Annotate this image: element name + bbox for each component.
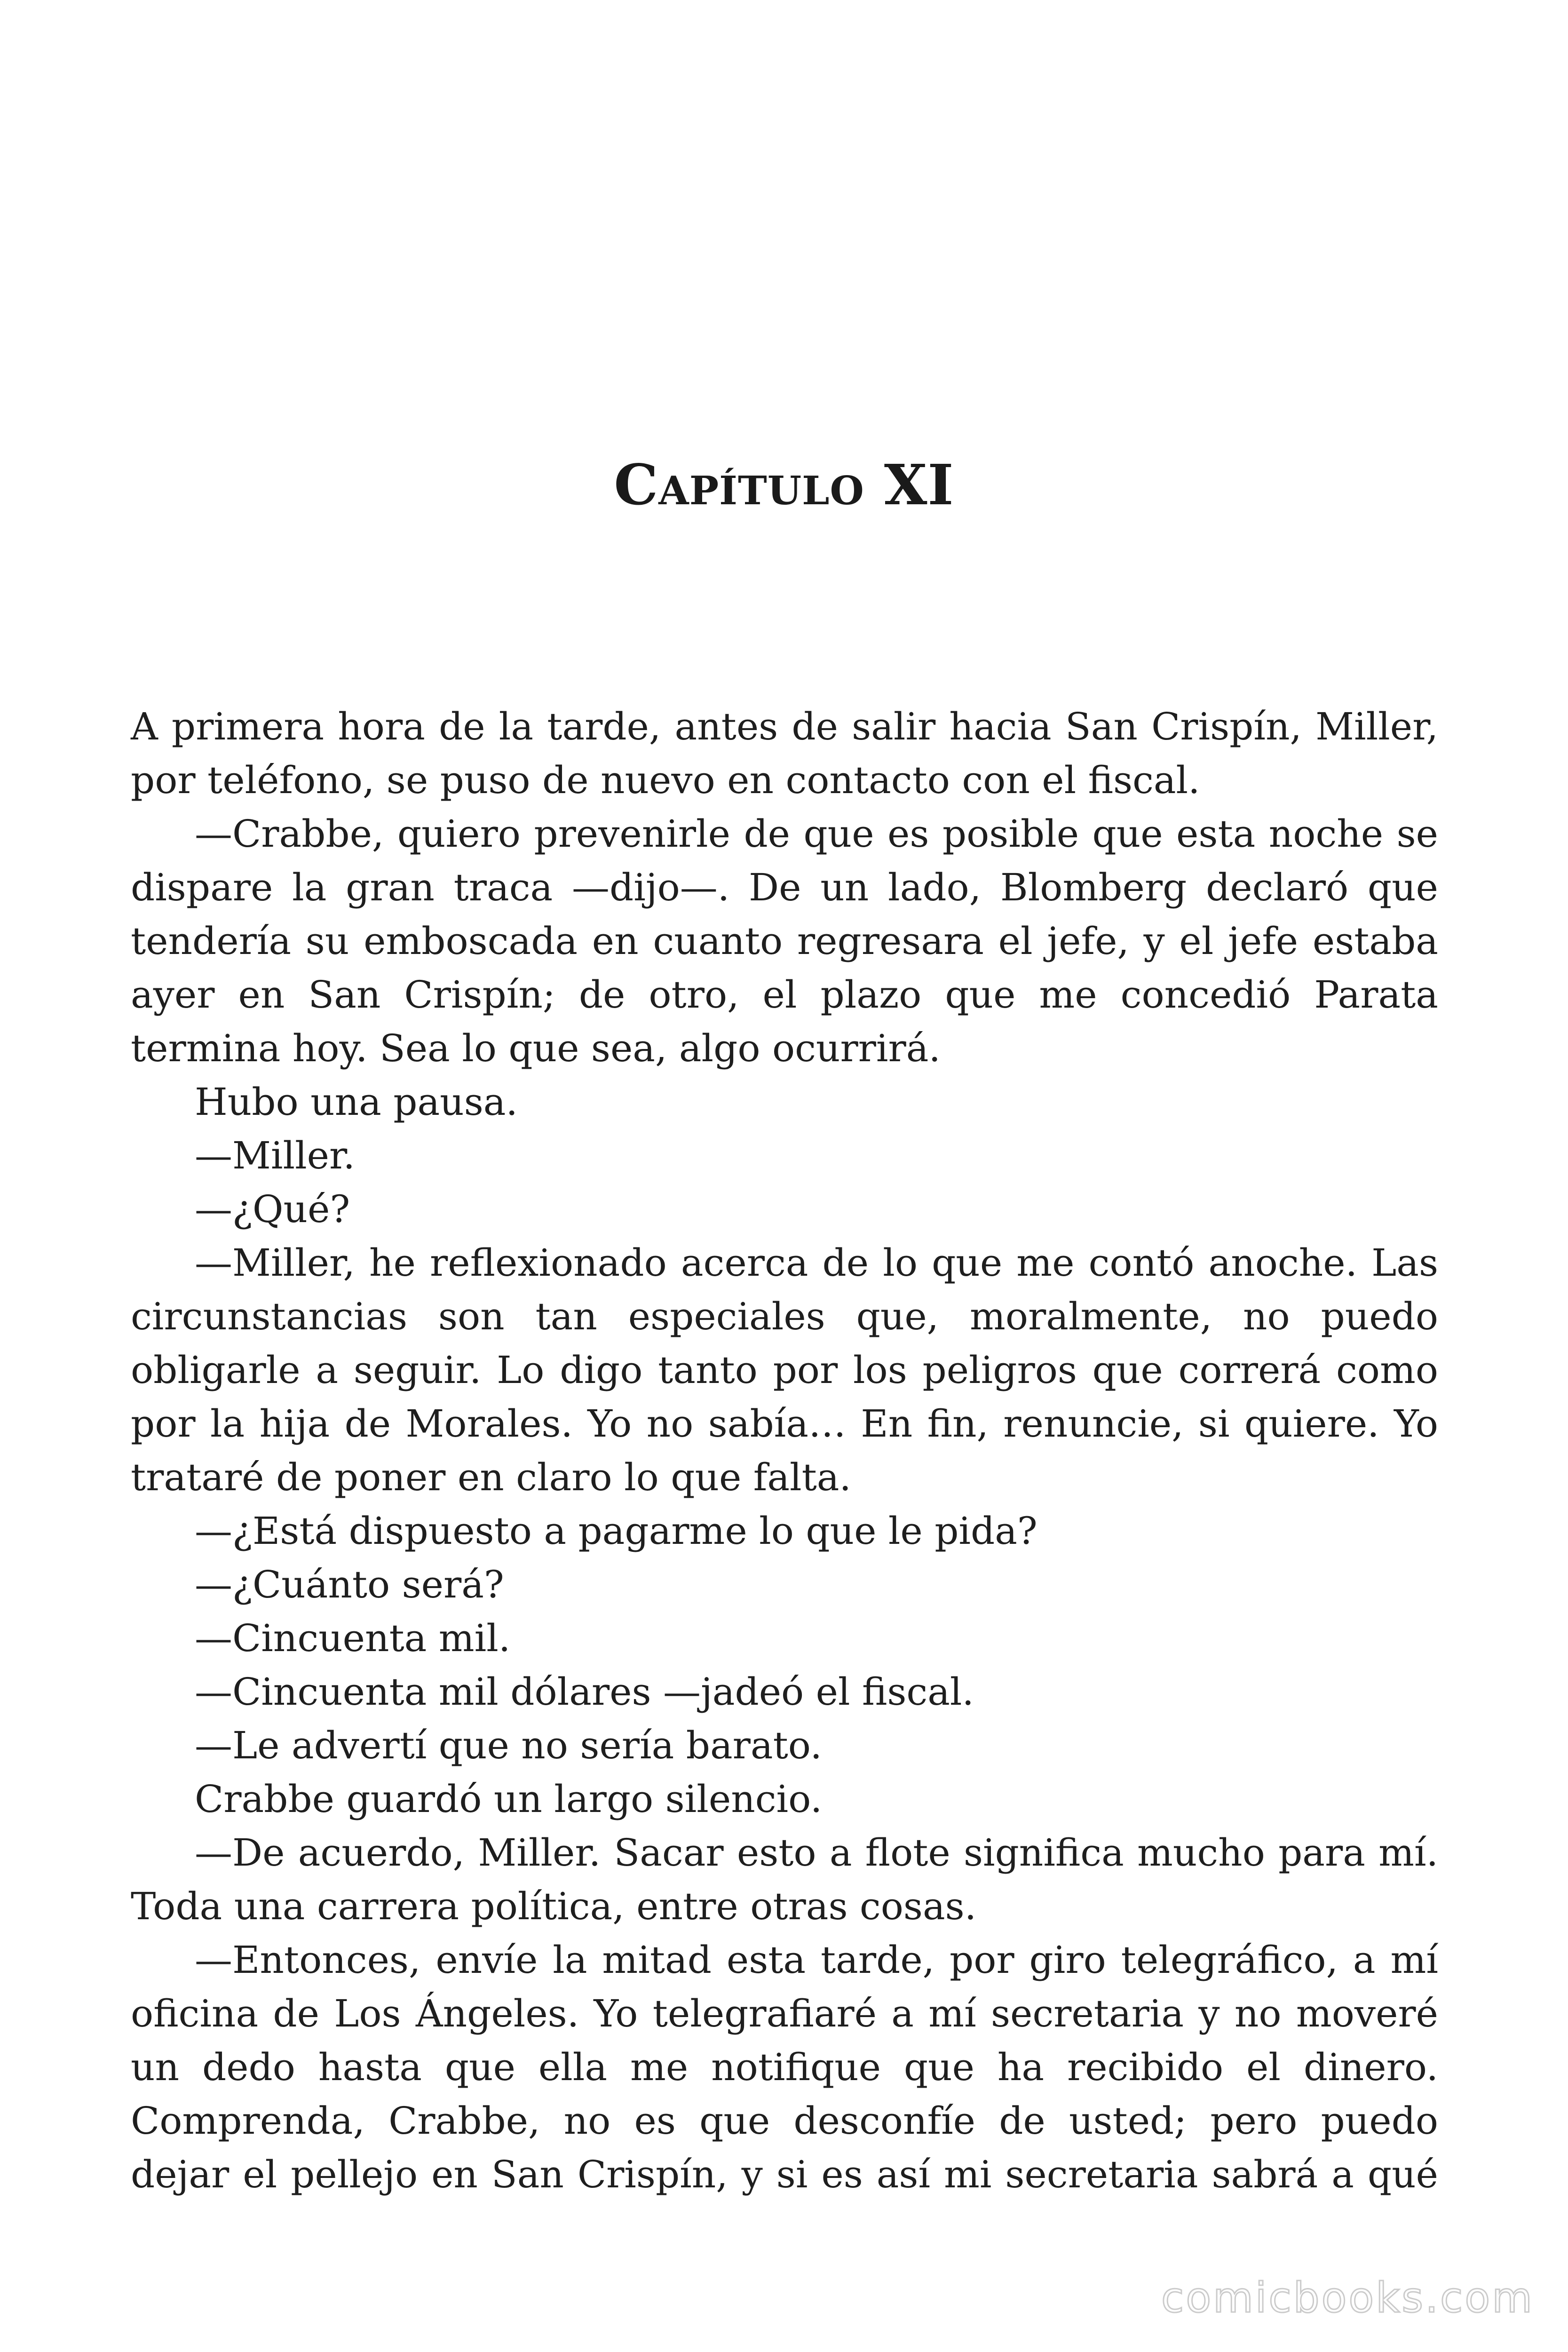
watermark-logo: comicbooks.com xyxy=(1161,2273,1534,2322)
paragraph: —De acuerdo, Miller. Sacar esto a flote significa mucho para mí. Toda una carrera política, entre otras cosas. xyxy=(131,1831,1438,1928)
paragraph: —Entonces, envíe la mitad esta tarde, por giro telegráfico, a mí oficina de Los Ángeles. Yo telegrafiaré a mí secretaria y no moveré un dedo hasta que ella me notifique que ha recibido el dinero. Comprenda, Crabbe, no es que desconfíe de usted; pero puedo dejar el pellejo en San Crispín, y si es así mi secretaria sabrá a qué xyxy=(131,1938,1438,2196)
paragraph: —Le advertí que no sería barato. xyxy=(195,1724,822,1767)
paragraph: —¿Cuánto será? xyxy=(195,1563,504,1606)
paragraph: Hubo una pausa. xyxy=(195,1080,518,1124)
paragraph: —¿Qué? xyxy=(195,1187,350,1231)
paragraph: —Crabbe, quiero prevenirle de que es posible que esta noche se dispare la gran traca —dijo—. De un lado, Blomberg declaró que tendería su emboscada en cuanto regresara el jefe, y el jefe estaba ayer en San Crispín; de otro, el plazo que me concedió Parata termina hoy. Sea lo que sea, algo ocurrirá. xyxy=(131,812,1438,1070)
paragraph: —Cincuenta mil. xyxy=(195,1616,511,1660)
chapter-title: Capítulo XI xyxy=(614,452,954,517)
paragraph: —Cincuenta mil dólares —jadeó el fiscal. xyxy=(195,1670,974,1714)
chapter-body xyxy=(131,700,1438,2201)
paragraph: Crabbe guardó un largo silencio. xyxy=(195,1777,823,1821)
paragraph: —Miller. xyxy=(195,1134,355,1177)
paragraph: —¿Está dispuesto a pagarme lo que le pida? xyxy=(195,1509,1037,1553)
paragraph: A primera hora de la tarde, antes de salir hacia San Crispín, Miller, por teléfono, se puso de nuevo en contacto con el fiscal. xyxy=(131,705,1438,802)
paragraph: —Miller, he reflexionado acerca de lo que me contó anoche. Las circunstancias son tan especiales que, moralmente, no puedo obligarle a seguir. Lo digo tanto por los peligros que correrá como por la hija de Morales. Yo no sabía… En fin, renuncie, si quiere. Yo trataré de poner en claro lo que falta. xyxy=(131,1241,1438,1499)
